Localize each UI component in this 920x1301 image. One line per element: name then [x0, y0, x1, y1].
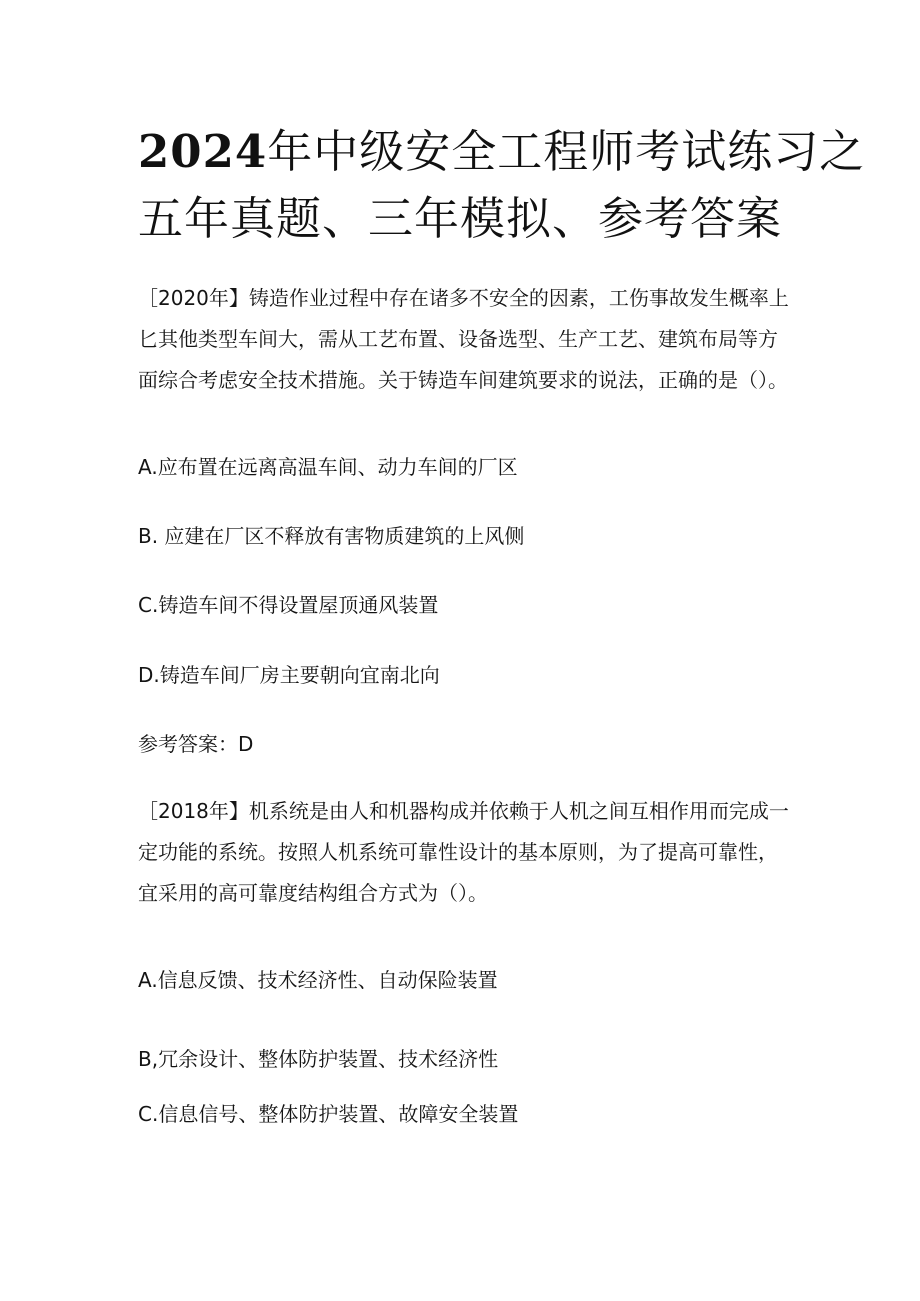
- question-1-stem-line: 匕其他类型车间大，需从工艺布置、设备选型、生产工艺、建筑布局等方: [138, 327, 778, 351]
- question-2-option-b: B,冗余设计、整体防护装置、技术经济性: [138, 1047, 499, 1071]
- question-1-option-a: A.应布置在远离高温车间、动力车间的厂区: [138, 455, 518, 479]
- document-title: [138, 118, 866, 252]
- question-2-stem-line: ［2018年】机系统是由人和机器构成并依赖于人机之间互相作用而完成一: [138, 799, 789, 823]
- question-1-option-d: D.铸造车间厂房主要朝向宜南北向: [138, 663, 440, 687]
- question-1-option-b: B. 应建在厂区不释放有害物质建筑的上风侧: [138, 524, 525, 548]
- question-1-answer: 参考答案：D: [138, 732, 254, 756]
- question-1-option-c: C.铸造车间不得设置屋顶通风装置: [138, 593, 439, 617]
- question-1-stem-line: ［2020年】铸造作业过程中存在诸多不安全的因素，工伤事故发生概率上: [138, 286, 789, 310]
- title-line-1-text: 年中级安全工程师考试练习之: [267, 125, 866, 178]
- title-line-2: 五年真题、三年模拟、参考答案: [138, 192, 783, 245]
- title-year: 2024: [138, 125, 268, 178]
- question-2-stem-line: 宜采用的高可靠度结构组合方式为（）。: [138, 881, 488, 905]
- question-2-stem: [138, 791, 798, 914]
- question-1-stem: [138, 278, 798, 401]
- question-2-option-a: A.信息反馈、技术经济性、自动保险装置: [138, 968, 498, 992]
- question-2-option-c: C.信息信号、整体防护装置、故障安全装置: [138, 1102, 519, 1126]
- question-2-stem-line: 定功能的系统。按照人机系统可靠性设计的基本原则，为了提高可靠性，: [138, 840, 778, 864]
- title-line-1: [138, 118, 866, 185]
- question-1-stem-line: 面综合考虑安全技术措施。关于铸造车间建筑要求的说法，正确的是（）。: [138, 368, 788, 392]
